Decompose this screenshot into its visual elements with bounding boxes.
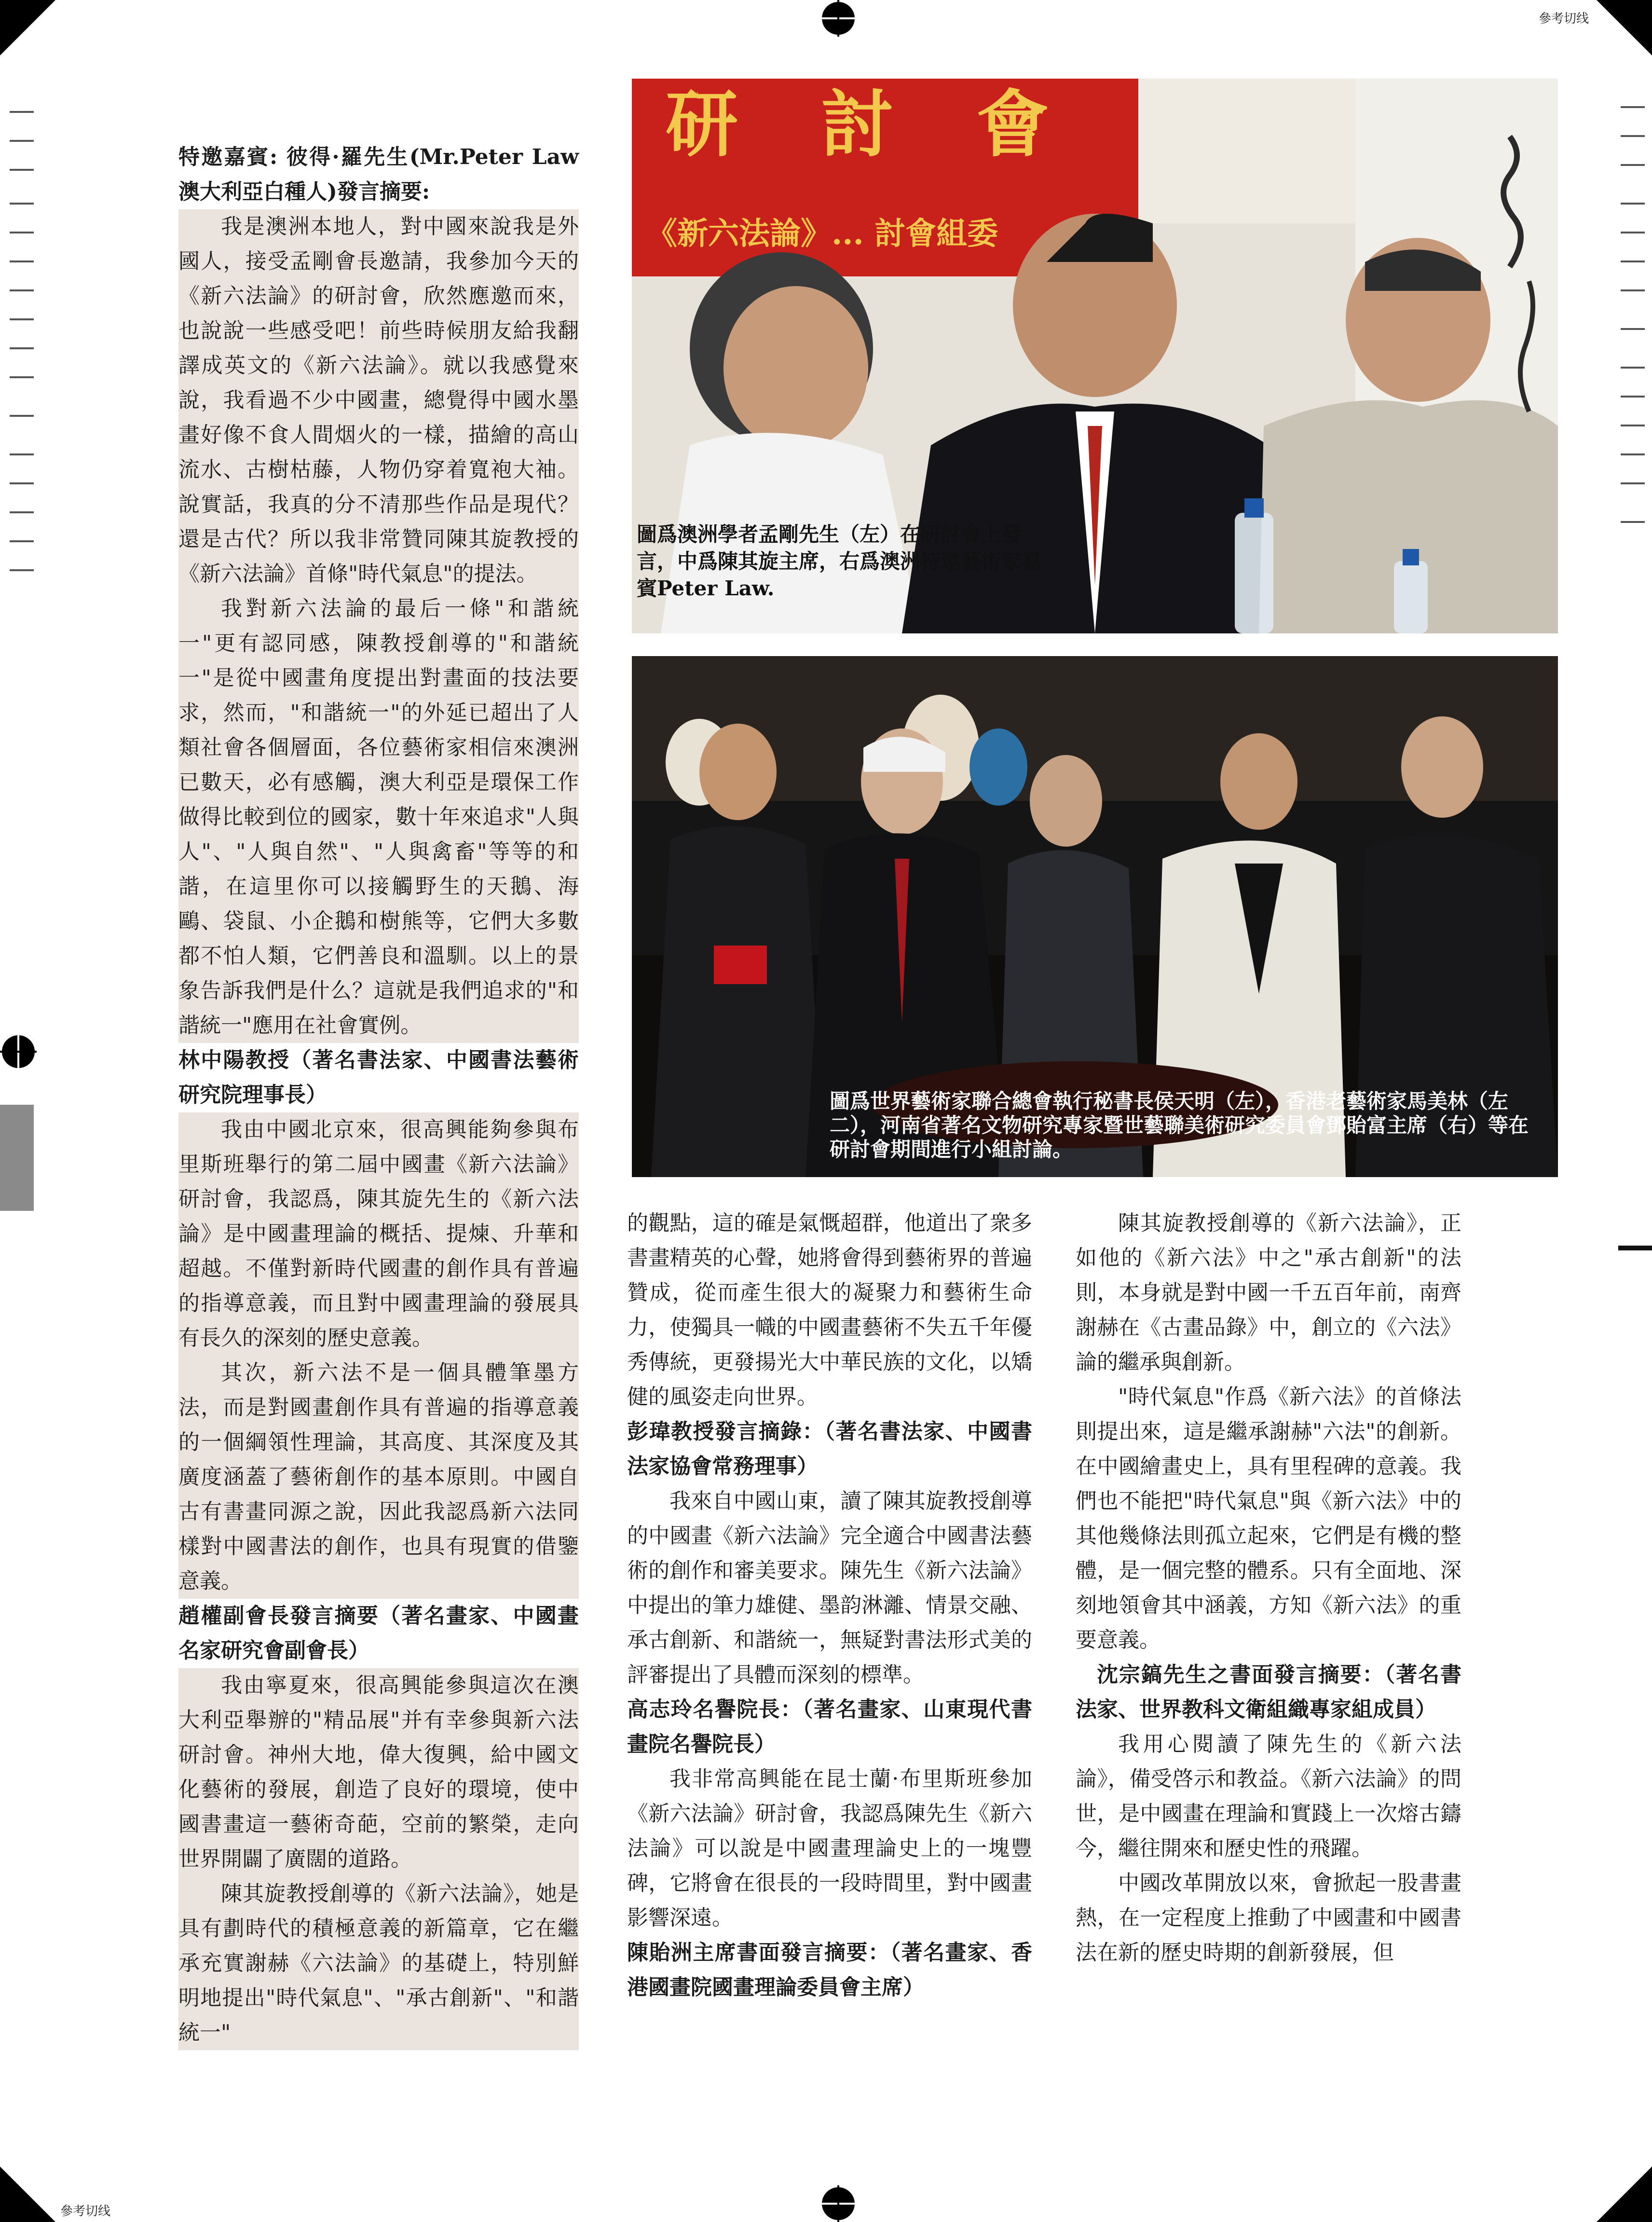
- margin-tick: [1621, 367, 1645, 369]
- left-column: [178, 140, 579, 2050]
- shaded-block: [178, 1668, 579, 2050]
- margin-tick: [10, 289, 34, 291]
- margin-tick: [1621, 328, 1645, 330]
- crop-mark-bottom-left: [0, 2167, 55, 2222]
- banner-subtitle: 《新六法論》... 討會組委: [646, 216, 998, 252]
- fold-mark: [1618, 1246, 1652, 1250]
- margin-tick: [1621, 106, 1645, 108]
- paragraph: 我是澳洲本地人，對中國來說我是外國人，接受孟剛會長邀請，我參加今天的《新六法論》的研討會，欣然應邀而來，也說說一些感受吧！前些時候朋友給我翻譯成英文的《新六法論》。就以我感覺來說，我看過不少中國畫，總覺得中國水墨畫好像不食人間烟火的一樣，描繪的高山流水、古樹枯藤，人物仍穿着寬袍大袖。說實話，我真的分不清那些作品是現代？還是古代？所以我非常贊同陳其旋教授的《新六法論》首條"時代氣息"的提法。: [178, 214, 579, 586]
- section-heading: 特邀嘉賓: 彼得·羅先生(Mr.Peter Law 澳大利亞白種人)發言摘要:: [178, 145, 579, 204]
- margin-tick: [10, 569, 34, 571]
- margin-tick: [10, 232, 34, 233]
- margin-tick: [10, 482, 34, 484]
- margin-tick: [10, 169, 34, 171]
- margin-tick: [1621, 396, 1645, 398]
- margin-tick: [10, 453, 34, 455]
- shaded-block: [178, 1112, 579, 1599]
- margin-tick: [10, 540, 34, 542]
- section-heading: 高志玲名譽院長：（著名畫家、山東現代書畫院名譽院長）: [627, 1697, 1032, 1756]
- registration-mark-left: [0, 1033, 37, 1070]
- margin-tick: [1621, 453, 1645, 455]
- paragraph: 我由中國北京來，很高興能夠參與布里斯班舉行的第二屆中國畫《新六法論》研討會，我認爲，陳其旋先生的《新六法論》是中國畫理論的概括、提煉、升華和超越。不僅對新時代國畫的創作具有普遍的指導意義，而且對中國畫理論的發展具有長久的深刻的歷史意義。: [178, 1117, 579, 1350]
- section-heading: 林中陽教授（著名書法家、中國書法藝術研究院理事長）: [178, 1048, 579, 1107]
- margin-tick: [10, 511, 34, 513]
- registration-mark-bottom: [820, 2185, 857, 2222]
- margin-tick: [1621, 289, 1645, 291]
- photo-caption: 圖爲世界藝術家聯合總會執行秘書長侯天明（左），香港老藝術家馬美林（左二），河南省著名文物研究專家暨世藝聯美術研究委員會鄧貽富主席（右）等在研討會期間進行小組討論。: [830, 1089, 1529, 1161]
- right-column: [1076, 1206, 1461, 1970]
- paragraph: "時代氣息"作爲《新六法》的首條法則提出來，這是繼承謝赫"六法"的創新。在中國繪畫史上，具有里程碑的意義。我們也不能把"時代氣息"與《新六法》中的其他幾條法則孤立起來，它們是有機的整體，是一個完整的體系。只有全面地、深刻地領會其中涵義，方知《新六法》的重要意義。: [1076, 1385, 1461, 1652]
- margin-tick: [10, 261, 34, 262]
- paragraph: 中國改革開放以來，會掀起一股書畫熱，在一定程度上推動了中國畫和中國書法在新的歷史時期的創新發展，但: [1076, 1871, 1461, 1965]
- margin-tick: [1621, 203, 1645, 205]
- crop-mark-bottom-right: [1597, 2167, 1652, 2222]
- margin-tick: [10, 415, 34, 417]
- margin-tick: [10, 347, 34, 349]
- section-heading: 趙權副會長發言摘要（著名畫家、中國畫名家研究會副會長）: [178, 1604, 579, 1663]
- paragraph: 陳其旋教授創導的《新六法論》，她是具有劃時代的積極意義的新篇章，它在繼承充實謝赫《六法論》的基礎上，特別鮮明地提出"時代氣息"、"承古創新"、"和諧統一": [178, 1881, 579, 2045]
- cut-line-label-bottom: 參考切线: [60, 2204, 111, 2219]
- section-heading: 陳貽洲主席書面發言摘要：（著名畫家、香港國畫院國畫理論委員會主席）: [627, 1940, 1032, 2000]
- section-heading: 彭瑋教授發言摘錄：（著名書法家、中國書法家協會常務理事）: [627, 1419, 1032, 1479]
- margin-tick: [10, 203, 34, 205]
- middle-column: [627, 1206, 1032, 2005]
- registration-mark-top: [820, 0, 857, 37]
- paragraph: 其次，新六法不是一個具體筆墨方法，而是對國畫創作具有普遍的指導意義的一個綱領性理論，其高度、其深度及其廣度涵蓋了藝術創作的基本原則。中國自古有書畫同源之說，因此我認爲新六法同樣對中國書法的創作，也具有現實的借鑒意義。: [178, 1360, 579, 1593]
- margin-tick: [1621, 135, 1645, 137]
- photo-caption: 圖爲澳洲學者孟剛先生（左）在研討會上發言，中爲陳其旋主席，右爲澳洲特邀藝術家嘉賓Peter Law.: [637, 522, 1042, 600]
- margin-tick: [1621, 164, 1645, 166]
- margin-tick: [10, 140, 34, 142]
- margin-tick: [1621, 261, 1645, 262]
- crop-mark-top-right: [1597, 0, 1652, 55]
- margin-tick: [1621, 482, 1645, 484]
- crop-mark-top-left: [0, 0, 55, 55]
- banner-title: 研 討 會: [666, 82, 1078, 167]
- paragraph: 的觀點，這的確是氣慨超群，他道出了衆多書畫精英的心聲，她將會得到藝術界的普遍贊成，從而產生很大的凝聚力和藝術生命力，使獨具一幟的中國畫藝術不失五千年優秀傳統，更發揚光大中華民族的文化，以矯健的風姿走向世界。: [627, 1211, 1032, 1409]
- paragraph: 我來自中國山東，讀了陳其旋教授創導的中國畫《新六法論》完全適合中國書法藝術的創作和審美要求。陳先生《新六法論》中提出的筆力雄健、墨韵淋灕、情景交融、承古創新、和諧統一，無疑對書法形式美的評審提出了具體而深刻的標準。: [627, 1489, 1032, 1687]
- shaded-block: [178, 209, 579, 1043]
- paragraph: 我用心閱讀了陳先生的《新六法論》，備受啓示和教益。《新六法論》的問世，是中國畫在理論和實踐上一次熔古鑄今，繼往開來和歷史性的飛躍。: [1076, 1732, 1461, 1861]
- margin-tick: [1621, 521, 1645, 523]
- margin-tick: [1621, 232, 1645, 233]
- cut-line-label-top: 參考切线: [1539, 12, 1589, 26]
- paragraph: 我非常高興能在昆士蘭·布里斯班參加《新六法論》研討會，我認爲陳先生《新六法論》可以說是中國畫理論史上的一塊豐碑，它將會在很長的一段時間里，對中國畫影響深遠。: [627, 1767, 1032, 1930]
- side-color-bar: [0, 1105, 34, 1211]
- margin-tick: [10, 376, 34, 378]
- margin-tick: [10, 318, 34, 320]
- paragraph: 我由寧夏來，很高興能參與這次在澳大利亞舉辦的"精品展"并有幸參與新六法研討會。神州大地，偉大復興，給中國文化藝術的發展，創造了良好的環境，使中國書畫這一藝術奇葩，空前的繁榮，走向世界開闢了廣闊的道路。: [178, 1673, 579, 1871]
- paragraph: 陳其旋教授創導的《新六法論》，正如他的《新六法》中之"承古創新"的法則，本身就是對中國一千五百年前，南齊謝赫在《古畫品錄》中，創立的《六法》論的繼承與創新。: [1076, 1211, 1461, 1374]
- paragraph: 我對新六法論的最后一條"和諧統一"更有認同感，陳教授創導的"和諧統一"是從中國畫角度提出對畫面的技法要求，然而，"和諧統一"的外延已超出了人類社會各個層面，各位藝術家相信來澳洲已數天，必有感觸，澳大利亞是環保工作做得比較到位的國家，數十年來追求"人與人"、"人與自然"、"人與禽畜"等等的和諧，在這里你可以接觸野生的天鵝、海鷗、袋鼠、小企鵝和樹熊等，它們大多數都不怕人類，它們善良和溫馴。以上的景象告訴我們是什么？這就是我們追求的"和諧統一"應用在社會實例。: [178, 596, 579, 1038]
- margin-tick: [1621, 425, 1645, 426]
- margin-tick: [10, 111, 34, 113]
- section-heading: 沈宗鎬先生之書面發言摘要：（著名書法家、世界教科文衛組織專家組成員）: [1076, 1662, 1461, 1722]
